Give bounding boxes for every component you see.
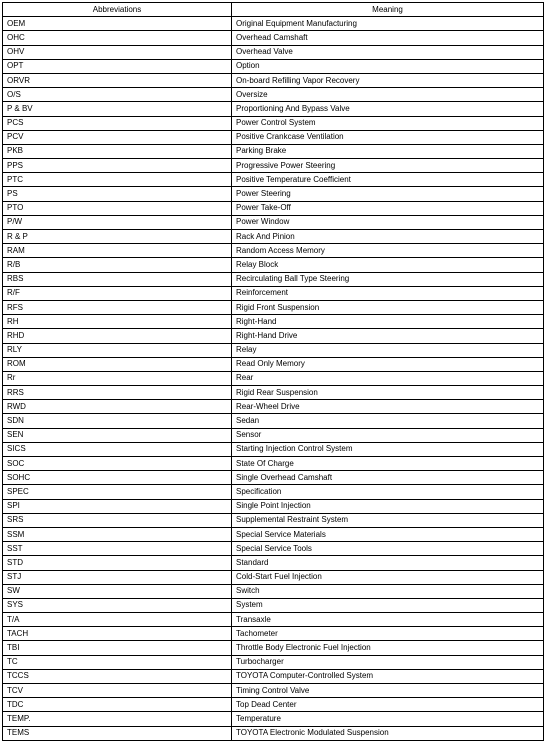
table-row <box>3 230 544 244</box>
abbreviation-cell: STJ <box>3 570 232 584</box>
table-row <box>3 201 544 215</box>
meaning-cell: Recirculating Ball Type Steering <box>232 272 544 286</box>
table-row <box>3 684 544 698</box>
abbreviation-cell: TDC <box>3 698 232 712</box>
table-row <box>3 570 544 584</box>
table-row <box>3 315 544 329</box>
meaning-cell: Relay <box>232 343 544 357</box>
abbreviation-cell: R/F <box>3 286 232 300</box>
meaning-cell: Rigid Rear Suspension <box>232 386 544 400</box>
abbreviation-cell: Rr <box>3 371 232 385</box>
table-row <box>3 527 544 541</box>
abbreviation-cell: TBI <box>3 641 232 655</box>
table-row <box>3 329 544 343</box>
meaning-cell: Tachometer <box>232 627 544 641</box>
table-row <box>3 442 544 456</box>
table-row <box>3 542 544 556</box>
table-row <box>3 655 544 669</box>
meaning-cell: Specification <box>232 485 544 499</box>
meaning-cell: Rigid Front Suspension <box>232 300 544 314</box>
table-row <box>3 499 544 513</box>
abbreviation-cell: SICS <box>3 442 232 456</box>
meaning-cell: Sensor <box>232 428 544 442</box>
table-row <box>3 627 544 641</box>
meaning-cell: Supplemental Restraint System <box>232 513 544 527</box>
meaning-cell: Cold-Start Fuel Injection <box>232 570 544 584</box>
meaning-cell: Switch <box>232 584 544 598</box>
meaning-cell: Turbocharger <box>232 655 544 669</box>
meaning-cell: Overhead Camshaft <box>232 31 544 45</box>
abbreviation-cell: RFS <box>3 300 232 314</box>
table-row <box>3 556 544 570</box>
meaning-cell: Transaxle <box>232 613 544 627</box>
abbreviation-cell: TCV <box>3 684 232 698</box>
meaning-cell: Standard <box>232 556 544 570</box>
meaning-cell: Read Only Memory <box>232 357 544 371</box>
table-row <box>3 187 544 201</box>
meaning-cell: Special Service Tools <box>232 542 544 556</box>
meaning-cell: Relay Block <box>232 258 544 272</box>
table-row <box>3 428 544 442</box>
abbreviation-cell: ORVR <box>3 73 232 87</box>
abbreviation-cell: OEM <box>3 17 232 31</box>
table-row <box>3 173 544 187</box>
table-row <box>3 272 544 286</box>
table-row <box>3 73 544 87</box>
abbreviation-cell: OHC <box>3 31 232 45</box>
meaning-cell: Proportioning And Bypass Valve <box>232 102 544 116</box>
meaning-cell: Rear <box>232 371 544 385</box>
meaning-cell: Single Overhead Camshaft <box>232 471 544 485</box>
abbreviation-cell: RAM <box>3 244 232 258</box>
table-row <box>3 471 544 485</box>
abbreviation-cell: SYS <box>3 598 232 612</box>
meaning-cell: State Of Charge <box>232 457 544 471</box>
table-row <box>3 698 544 712</box>
abbreviation-cell: TEMP. <box>3 712 232 726</box>
table-row <box>3 17 544 31</box>
abbreviation-cell: T/A <box>3 613 232 627</box>
table-row <box>3 357 544 371</box>
abbreviation-cell: STD <box>3 556 232 570</box>
table-row <box>3 144 544 158</box>
meaning-cell: Power Steering <box>232 187 544 201</box>
abbreviation-cell: RWD <box>3 400 232 414</box>
table-row <box>3 31 544 45</box>
meaning-cell: Right-Hand <box>232 315 544 329</box>
table-row <box>3 244 544 258</box>
abbreviation-cell: PS <box>3 187 232 201</box>
meaning-cell: Random Access Memory <box>232 244 544 258</box>
table-row <box>3 400 544 414</box>
table-row <box>3 343 544 357</box>
abbreviation-cell: SSM <box>3 527 232 541</box>
table-row <box>3 116 544 130</box>
meaning-cell: Positive Crankcase Ventilation <box>232 130 544 144</box>
table-row <box>3 258 544 272</box>
table-header <box>3 3 544 17</box>
abbreviation-cell: SPEC <box>3 485 232 499</box>
table-row <box>3 215 544 229</box>
table-row <box>3 485 544 499</box>
abbreviations-column-header: Abbreviations <box>3 3 232 17</box>
abbreviation-cell: OHV <box>3 45 232 59</box>
meaning-cell: Progressive Power Steering <box>232 159 544 173</box>
meaning-cell: Power Control System <box>232 116 544 130</box>
table-row <box>3 726 544 740</box>
table-row <box>3 457 544 471</box>
table-row <box>3 513 544 527</box>
abbreviation-cell: PTO <box>3 201 232 215</box>
abbreviation-cell: RBS <box>3 272 232 286</box>
abbreviation-cell: PCV <box>3 130 232 144</box>
table-row <box>3 286 544 300</box>
abbreviation-cell: R/B <box>3 258 232 272</box>
header-row <box>3 3 544 17</box>
abbreviation-cell: SEN <box>3 428 232 442</box>
abbreviation-cell: SRS <box>3 513 232 527</box>
abbreviation-cell: OPT <box>3 59 232 73</box>
abbreviation-cell: PTC <box>3 173 232 187</box>
meaning-cell: Overhead Valve <box>232 45 544 59</box>
meaning-cell: Parking Brake <box>232 144 544 158</box>
table-row <box>3 130 544 144</box>
abbreviation-cell: SOHC <box>3 471 232 485</box>
meaning-cell: Temperature <box>232 712 544 726</box>
table-row <box>3 102 544 116</box>
meaning-cell: Original Equipment Manufacturing <box>232 17 544 31</box>
meaning-cell: Single Point Injection <box>232 499 544 513</box>
abbreviation-cell: R & P <box>3 230 232 244</box>
abbreviation-cell: P & BV <box>3 102 232 116</box>
abbreviation-cell: TACH <box>3 627 232 641</box>
abbreviation-cell: PKB <box>3 144 232 158</box>
meaning-cell: Reinforcement <box>232 286 544 300</box>
meaning-cell: Top Dead Center <box>232 698 544 712</box>
table-row <box>3 712 544 726</box>
table-row <box>3 641 544 655</box>
meaning-column-header: Meaning <box>232 3 544 17</box>
meaning-cell: Starting Injection Control System <box>232 442 544 456</box>
abbreviation-cell: PPS <box>3 159 232 173</box>
abbreviation-cell: SST <box>3 542 232 556</box>
abbreviation-cell: PCS <box>3 116 232 130</box>
meaning-cell: Option <box>232 59 544 73</box>
abbreviation-cell: TC <box>3 655 232 669</box>
table-row <box>3 45 544 59</box>
meaning-cell: System <box>232 598 544 612</box>
abbreviation-cell: TEMS <box>3 726 232 740</box>
table-row <box>3 371 544 385</box>
table-row <box>3 598 544 612</box>
table-row <box>3 613 544 627</box>
meaning-cell: Rack And Pinion <box>232 230 544 244</box>
meaning-cell: Throttle Body Electronic Fuel Injection <box>232 641 544 655</box>
meaning-cell: Sedan <box>232 414 544 428</box>
table-row <box>3 88 544 102</box>
abbreviation-cell: RRS <box>3 386 232 400</box>
abbreviation-cell: RHD <box>3 329 232 343</box>
meaning-cell: Positive Temperature Coefficient <box>232 173 544 187</box>
abbreviation-cell: RLY <box>3 343 232 357</box>
table-row <box>3 584 544 598</box>
meaning-cell: Oversize <box>232 88 544 102</box>
abbreviation-cell: SPI <box>3 499 232 513</box>
abbreviations-table <box>2 2 544 741</box>
table-body <box>3 17 544 741</box>
meaning-cell: Special Service Materials <box>232 527 544 541</box>
table-row <box>3 414 544 428</box>
abbreviation-cell: SOC <box>3 457 232 471</box>
meaning-cell: Power Take-Off <box>232 201 544 215</box>
abbreviation-cell: O/S <box>3 88 232 102</box>
abbreviation-cell: RH <box>3 315 232 329</box>
meaning-cell: Power Window <box>232 215 544 229</box>
table-row <box>3 59 544 73</box>
abbreviation-cell: ROM <box>3 357 232 371</box>
meaning-cell: On-board Refilling Vapor Recovery <box>232 73 544 87</box>
abbreviation-cell: TCCS <box>3 669 232 683</box>
table-row <box>3 159 544 173</box>
table-row <box>3 386 544 400</box>
meaning-cell: TOYOTA Computer-Controlled System <box>232 669 544 683</box>
meaning-cell: TOYOTA Electronic Modulated Suspension <box>232 726 544 740</box>
meaning-cell: Rear-Wheel Drive <box>232 400 544 414</box>
meaning-cell: Right-Hand Drive <box>232 329 544 343</box>
meaning-cell: Timing Control Valve <box>232 684 544 698</box>
abbreviation-cell: SW <box>3 584 232 598</box>
table-row <box>3 669 544 683</box>
abbreviation-cell: SDN <box>3 414 232 428</box>
table-row <box>3 300 544 314</box>
abbreviation-cell: P/W <box>3 215 232 229</box>
